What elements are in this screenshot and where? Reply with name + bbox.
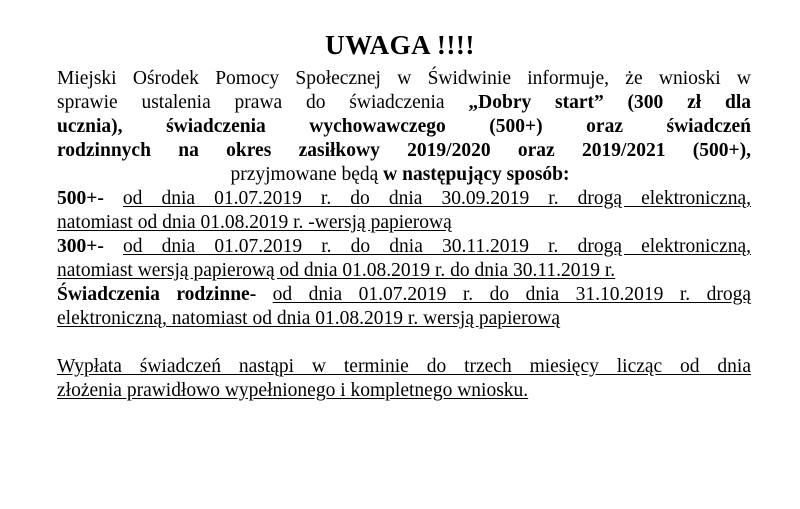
item-rodzinne-text-2: elektroniczną, natomiast od dnia 01.08.2019 r. wersją papierową xyxy=(57,308,561,329)
intro-text-2b: „Dobry start” (300 zł dla xyxy=(468,92,751,113)
item-500-text-1: od dnia 01.07.2019 r. do dnia 30.09.2019 r. drogą elektroniczną, xyxy=(122,188,751,209)
item-300-text-2: natomiast wersją papierową od dnia 01.08.2019 r. do dnia 30.11.2019 r. xyxy=(57,260,616,281)
intro-line-1 xyxy=(57,67,751,91)
intro-text-4: rodzinnych na okres zasiłkowy 2019/2020 oraz 2019/2021 (500+), xyxy=(57,140,751,161)
payout-line-1 xyxy=(57,355,751,379)
item-rodzinne-line-1 xyxy=(57,283,751,307)
intro-text-5a: przyjmowane będą xyxy=(230,164,384,185)
item-500-text-2: natomiast od dnia 01.08.2019 r. -wersją papierową xyxy=(57,212,452,233)
intro-line-5 xyxy=(0,163,800,187)
payout-text-1: Wypłata świadczeń nastąpi w terminie do trzech miesięcy licząc od dnia xyxy=(57,356,751,377)
intro-text-3: ucznia), świadczenia wychowawczego (500+) oraz świadczeń xyxy=(57,116,751,137)
item-500-label: 500+- xyxy=(57,188,104,209)
intro-line-3 xyxy=(57,115,751,139)
item-rodzinne-label: Świadczenia rodzinne- xyxy=(57,284,257,305)
item-rodzinne-text-1: od dnia 01.07.2019 r. do dnia 31.10.2019 r. drogą xyxy=(272,284,752,305)
item-500-line-2 xyxy=(57,211,452,235)
item-rodzinne-line-2 xyxy=(57,307,560,331)
item-300-label: 300+- xyxy=(57,236,104,257)
intro-line-4 xyxy=(57,139,751,163)
payout-line-2 xyxy=(57,379,528,403)
item-300-line-2 xyxy=(57,259,615,283)
item-300-line-1 xyxy=(57,235,751,259)
intro-line-2 xyxy=(57,91,751,115)
notice-title: UWAGA !!!! xyxy=(325,30,475,60)
intro-text-1: Miejski Ośrodek Pomocy Społecznej w Świdwinie informuje, że wnioski w xyxy=(57,68,751,89)
item-500-line-1 xyxy=(57,187,751,211)
payout-text-2: złożenia prawidłowo wypełnionego i kompletnego wniosku. xyxy=(57,380,529,401)
item-300-text-1: od dnia 01.07.2019 r. do dnia 30.11.2019 r. drogą elektroniczną, xyxy=(123,236,751,257)
intro-text-5b: w następujący sposób: xyxy=(383,164,570,185)
intro-text-2a: sprawie ustalenia prawa do świadczenia xyxy=(57,92,469,113)
